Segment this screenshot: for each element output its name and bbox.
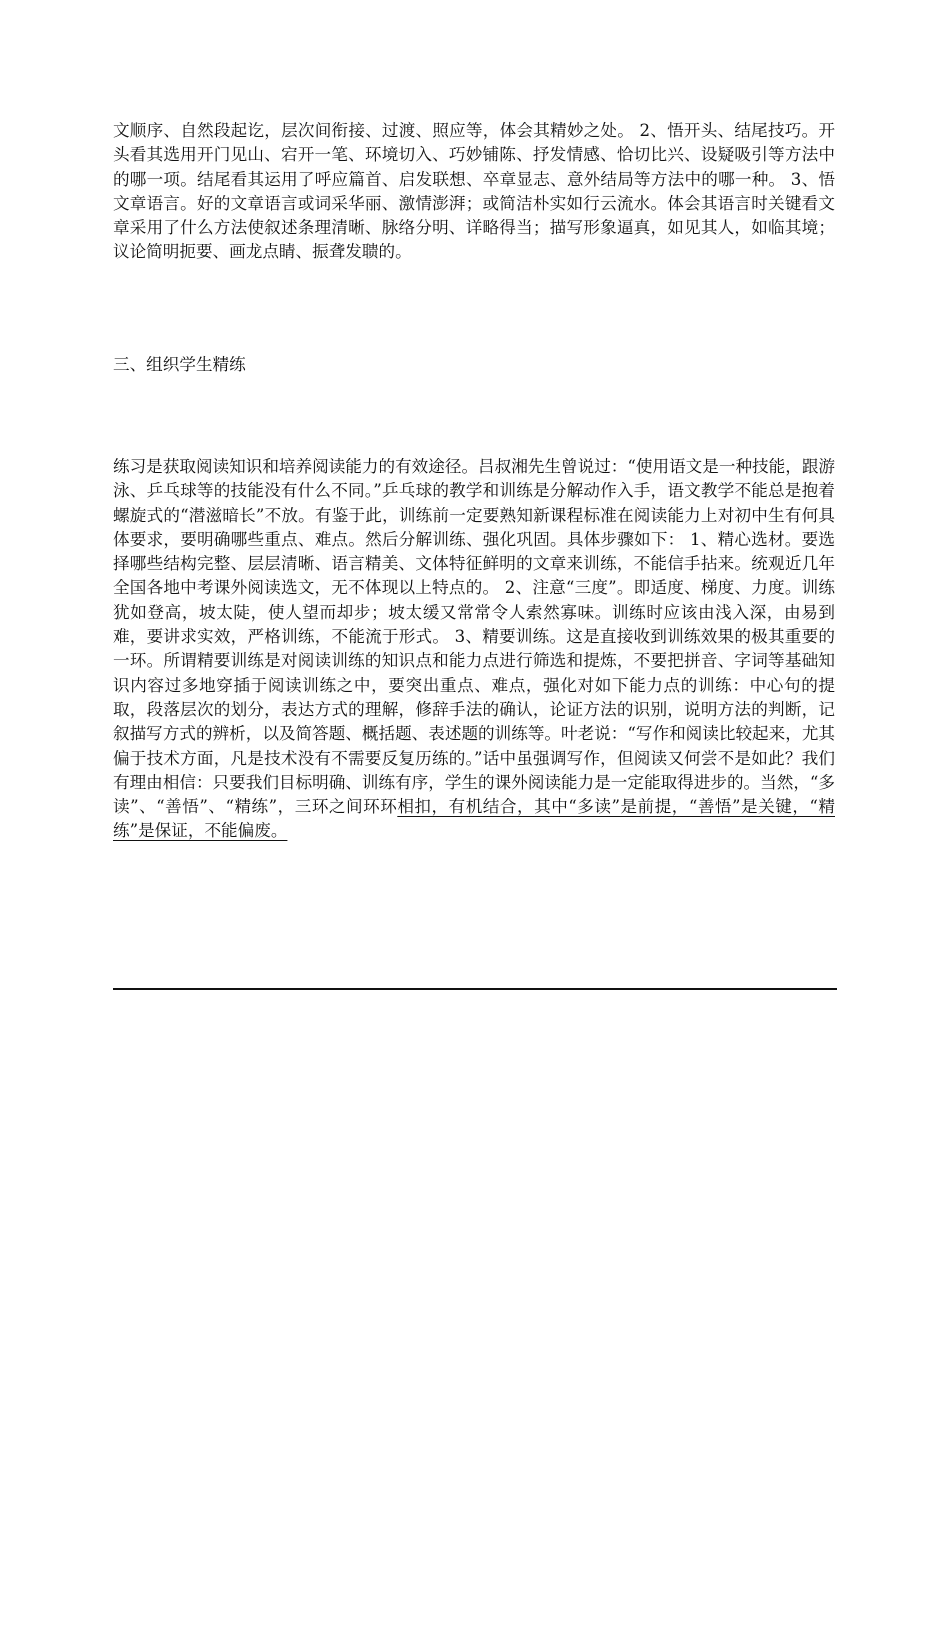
paragraph-text: 练习是获取阅读知识和培养阅读能力的有效途径。吕叔湘先生曾说过：“使用语文是一种技能，跟游泳、乒乓球等的技能没有什么不同。”乒乓球的教学和训练是分解动作入手，语文教学不能总是抱着螺旋式的“潜滋暗长”不放。有鉴于此，训练前一定要熟知新课程标准在阅读能力上对初中生有何具体要求，要明确哪些重点、难点。然后分解训练、强化巩固。具体步骤如下： 1、精心选材。要选择哪些结构完整、层层清晰、语言精美、文体特征鲜明的文章来训练，不能信手拈来。统观近几年全国各地中考课外阅读选文，无不体现以上特点的。 2、注意“三度”。即适度、梯度、力度。训练犹如登高，坡太陡，使人望而却步；坡太缓又常常令人索然寡味。训练时应该由浅入深，由易到难，要讲求实效，严格训练，不能流于形式。 3、精要训练。这是直接收到训练效果的极其重要的一环。所谓精要训练是对阅读训练的知识点和能力点进行筛选和提炼，不要把拼音、字词等基础知识内容过多地穿插于阅读训练之中，要突出重点、难点，强化对如下能力点的训练：中心句的提取，段落层次的划分，表达方式的理解，修辞手法的确认，论证方法的识别，说明方法的判断，记叙描写方式的辨析，以及简答题、概括题、表述题的训练等。叶老说：“写作和阅读比较起来，尤其偏于技术方面，凡是技术没有不需要反复历练的。”话中虽强调写作，但阅读又何尝不是如此？我们有理由相信：只要我们目标明确、训练有序，学生的课外阅读能力是一定能取得进步的。当然，“多读”、“善悟”、“精练”，三环之间环环 (113, 457, 836, 817)
body-paragraph-reading-insight: 文顺序、自然段起讫，层次间衔接、过渡、照应等，体会其精妙之处。 2、悟开头、结尾技巧。开头看其选用开门见山、宕开一笔、环境切入、巧妙铺陈、抒发情感、恰切比兴、设疑吸引等方法中的哪一项。结尾看其运用了呼应篇首、启发联想、卒章显志、意外结局等方法中的哪一种。 3、悟文章语言。好的文章语言或词采华丽、激情澎湃；或简洁朴实如行云流水。体会其语言时关键看文章采用了什么方法使叙述条理清晰、脉络分明、详略得当；描写形象逼真，如见其人，如临其境；议论简明扼要、画龙点睛、振聋发聩的。 (113, 121, 835, 262)
underlined-closing-line: 相扣，有机结合，其中“多读”是前提，“善悟”是关键，“精练”是保证，不能偏废。 (113, 797, 835, 841)
body-paragraph-practice (113, 455, 835, 844)
section-heading: 三、组织学生精练 (113, 355, 246, 374)
horizontal-divider (113, 988, 837, 990)
